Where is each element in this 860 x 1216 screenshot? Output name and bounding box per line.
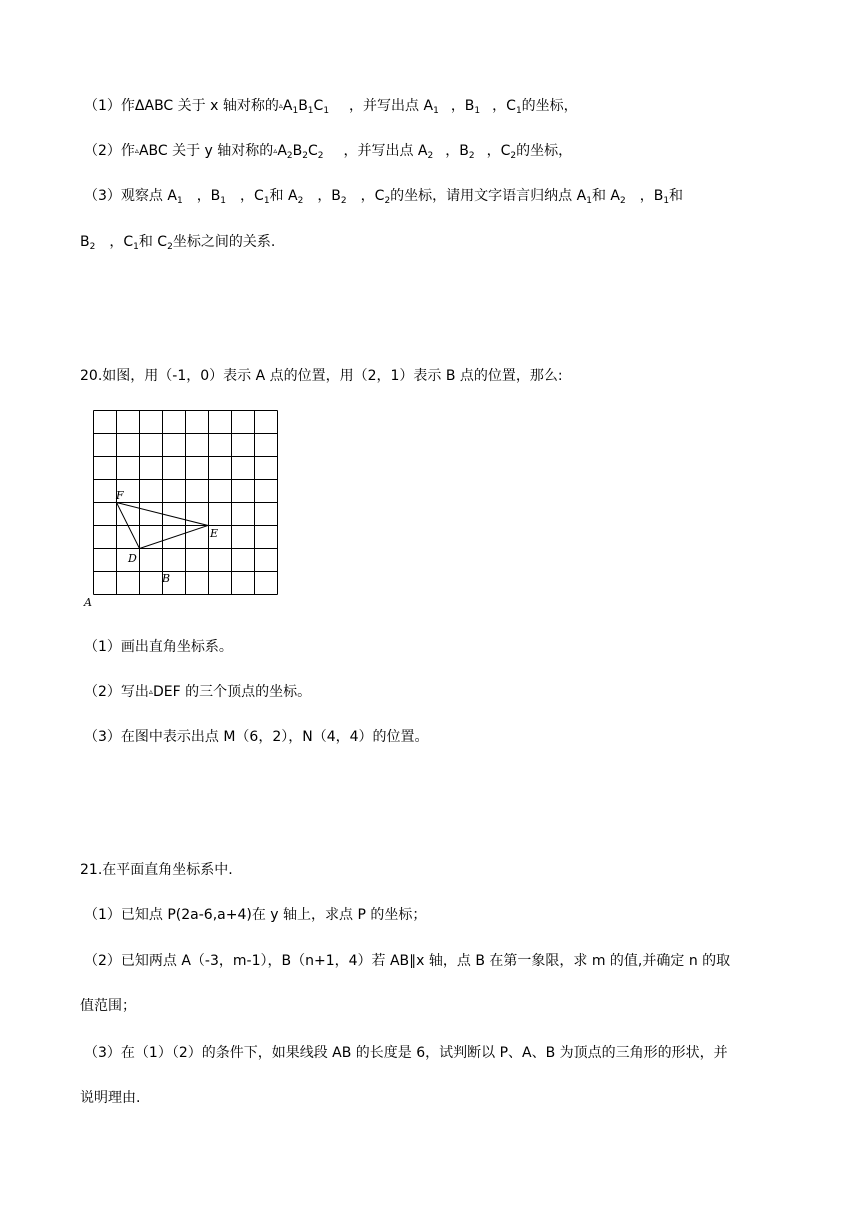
q20-sub3: （3）在图中表示出点 M（6，2），N（4，4）的位置。 xyxy=(84,729,429,745)
q21-sub3-continued: 说明理由. xyxy=(80,1090,141,1106)
q19-sub3: （3）观察点 $A_1$ ，$B_1$ ，$C_1$和 $A_2$ ，$B_2$ ，$C_2$的坐标，请用文字语言归纳点 $A_1$和 $A_2$ ，$B_1$和 xyxy=(84,188,684,206)
triangle-symbol: ▵ xyxy=(134,146,139,155)
q21-stem: 21.在平面直角坐标系中. xyxy=(80,862,233,878)
triangle-symbol: ▵ xyxy=(273,146,278,155)
q20-stem: 20.如图，用（-1，0）表示 A 点的位置，用（2，1）表示 B 点的位置，那么: xyxy=(80,368,563,384)
q20-grid-figure xyxy=(78,403,288,615)
triangle-symbol: ▵ xyxy=(148,687,153,696)
q19-sub2: （2）作▵ABC 关于 y 轴对称的$▵A_2B_2C_2$ ，并写出点 $A_2$ ，$B_2$ ，$C_2$的坐标， xyxy=(84,143,573,161)
q21-sub1: （1）已知点 P(2a-6,a+4)在 y 轴上，求点 P 的坐标； xyxy=(84,907,427,923)
label-f: F xyxy=(116,489,124,502)
q20-sub2: （2）写出▵DEF 的三个顶点的坐标。 xyxy=(84,684,312,700)
q21-sub2: （2）已知两点 A（-3，m-1），B（n+1，4）若 AB∥x 轴，点 B 在第一象限，求 m 的值,并确定 n 的取 xyxy=(84,953,731,969)
q19-sub3-continued: $B_2$ ，$C_1$和 $C_2$坐标之间的关系. xyxy=(80,234,276,252)
label-a: A xyxy=(84,596,92,609)
label-e: E xyxy=(210,527,219,540)
triangle-symbol: ▵ xyxy=(278,101,283,110)
label-d: D xyxy=(128,552,137,565)
q21-sub3: （3）在（1）（2）的条件下，如果线段 AB 的长度是 6，试判断以 P、A、B 为顶点的三角形的形状，并 xyxy=(84,1045,728,1061)
q21-sub2-continued: 值范围； xyxy=(80,998,136,1014)
q19-sub1: （1）作ΔABC 关于 x 轴对称的$▵A_1B_1C_1$ ，并写出点 $A_1$ ，$B_1$ ，$C_1$的坐标， xyxy=(84,98,578,116)
grid-lines xyxy=(94,411,278,595)
q20-sub1: （1）画出直角坐标系。 xyxy=(84,639,233,655)
label-b: B xyxy=(162,572,171,585)
grid-diagram xyxy=(78,403,288,615)
q19-sub1-num: （1） xyxy=(84,98,121,114)
